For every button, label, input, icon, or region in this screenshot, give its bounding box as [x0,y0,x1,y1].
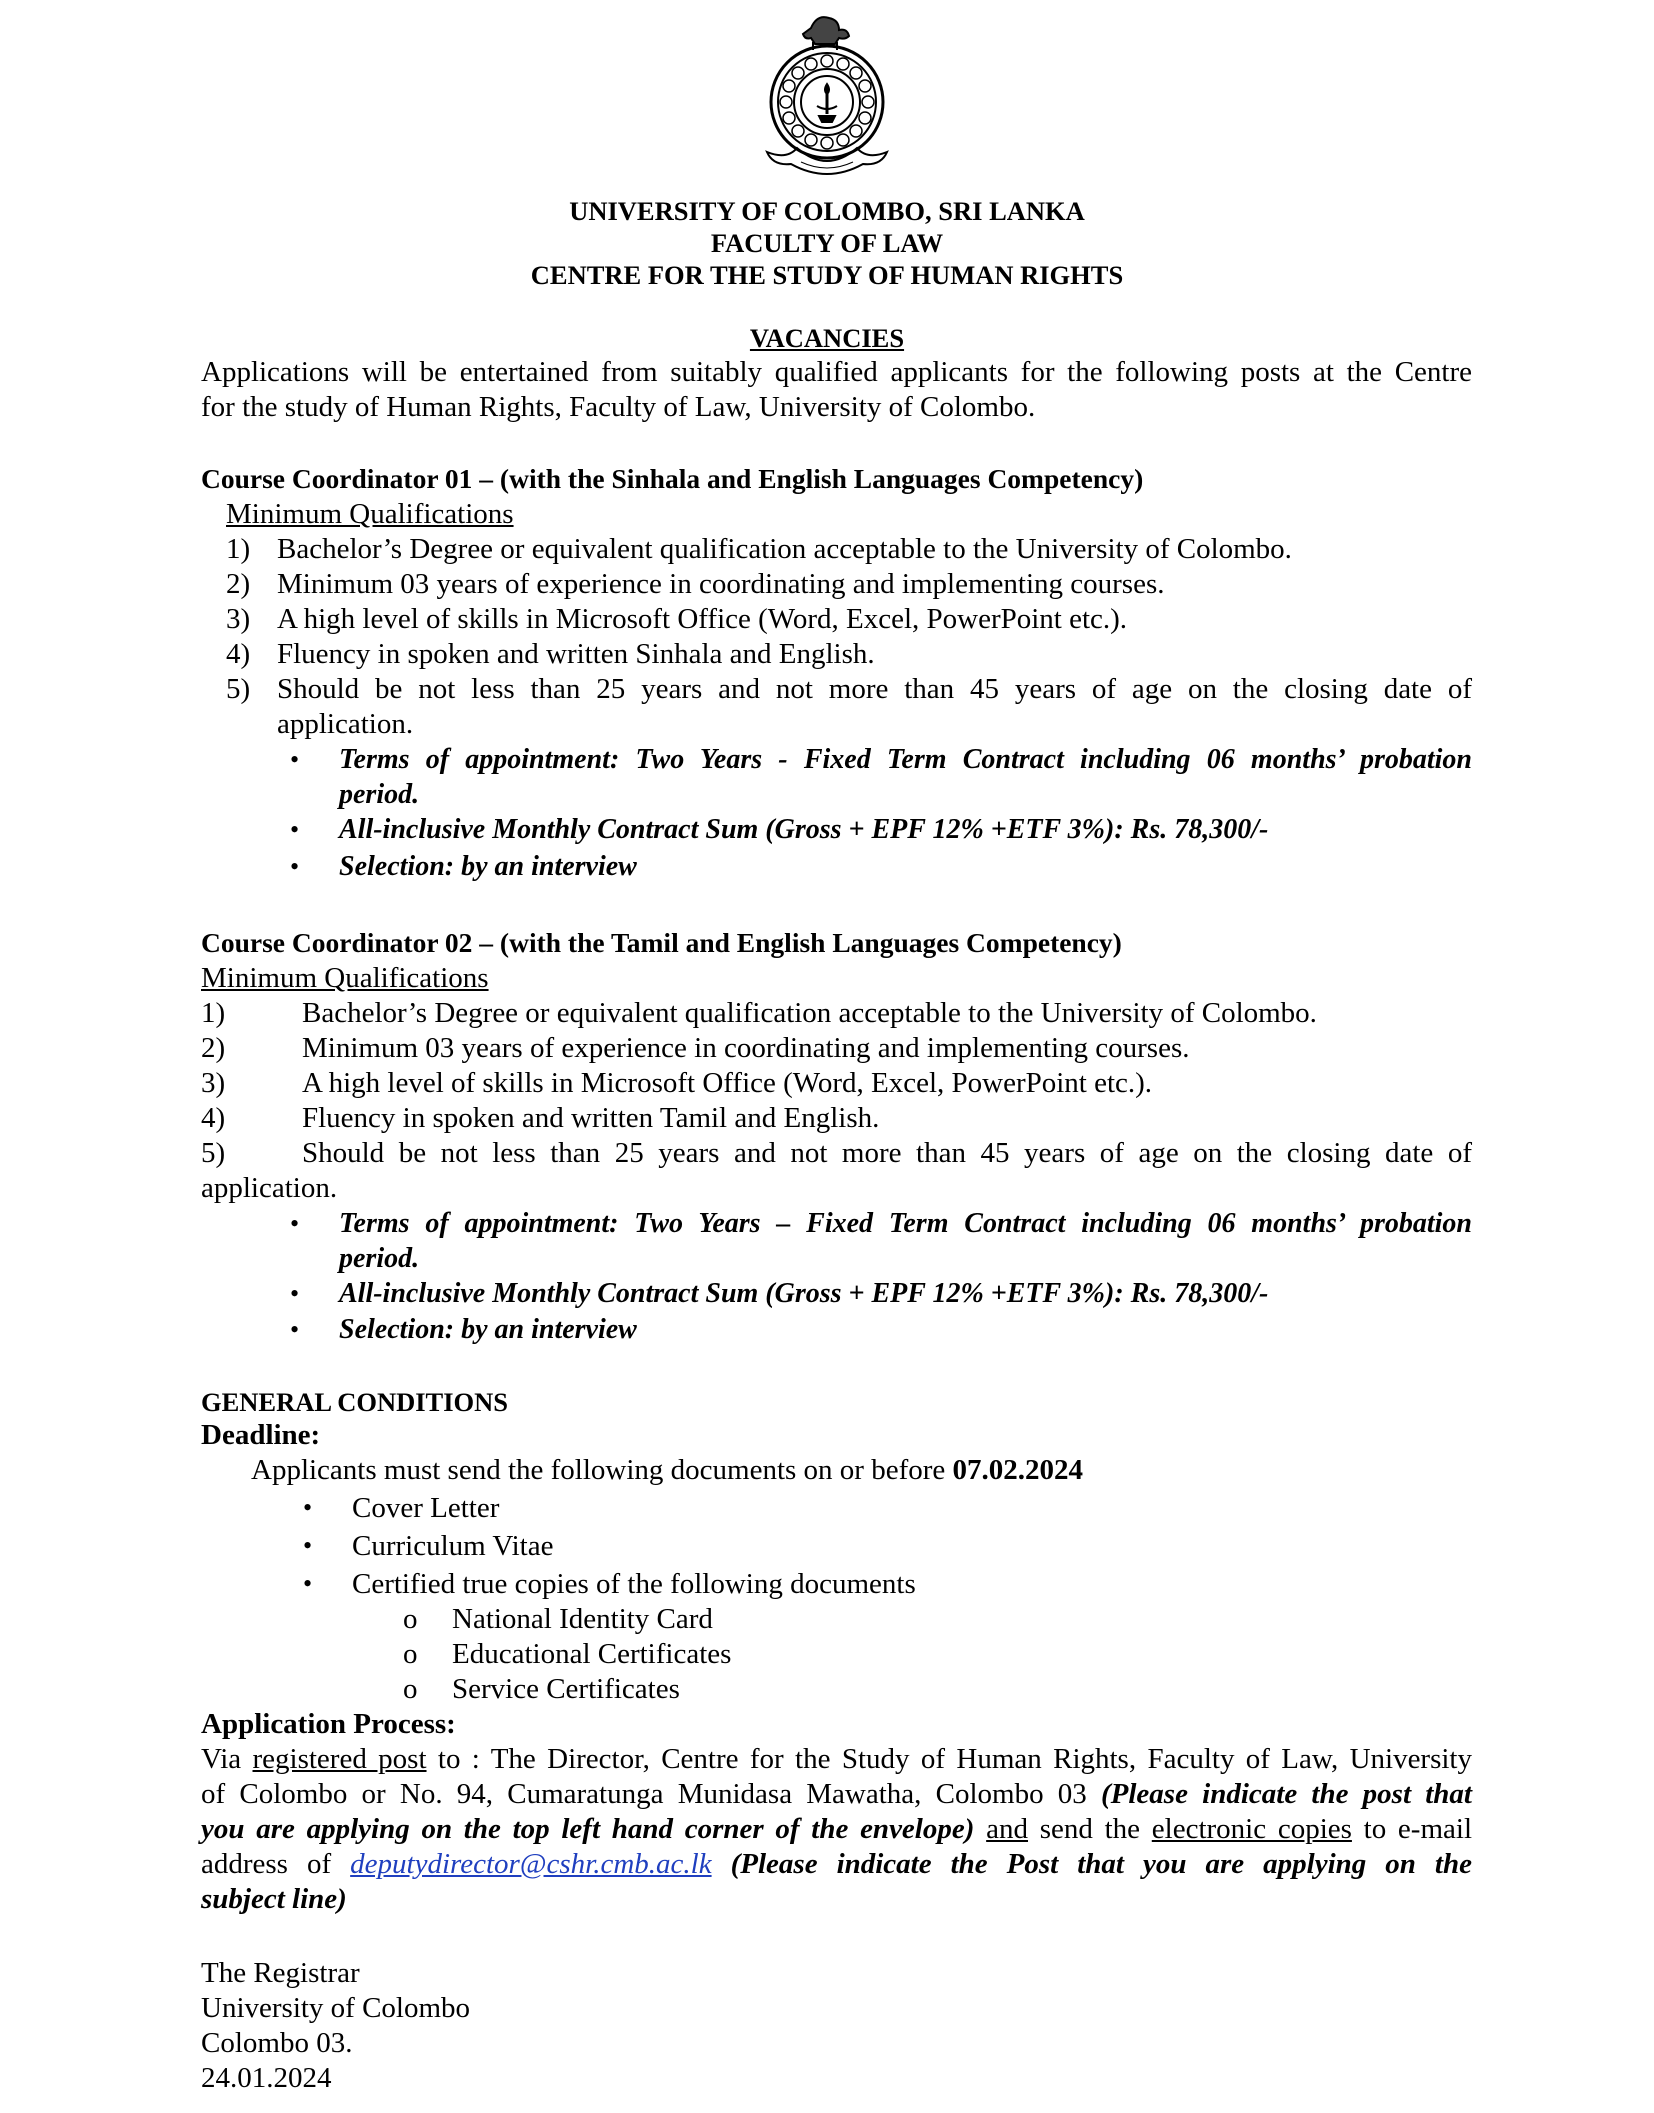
deadline-date: 07.02.2024 [952,1454,1084,1486]
post1-terms-line-2: period. [339,779,420,810]
header-university: UNIVERSITY OF COLOMBO, SRI LANKA [569,196,1085,226]
post1-contract-sum: All-inclusive Monthly Contract Sum (Gross + EPF 12% +ETF 3%): Rs. 78,300/- [339,814,1269,845]
post1-item-num: 4) [226,638,251,670]
post2-terms-line-2: period. [339,1243,420,1274]
post1-terms-line-1: Terms of appointment: Two Years - Fixed Term Contract including 06 months’ probation [339,744,1472,775]
header-faculty: FACULTY OF LAW [710,228,944,258]
post1-item: Fluency in spoken and written Sinhala and English. [277,638,875,670]
bullet-icon: • [303,1493,313,1522]
post1-item-num: 2) [226,568,251,600]
sub-document-item: Service Certificates [452,1673,680,1705]
post2-title: Course Coordinator 02 – (with the Tamil and English Languages Competency) [201,927,1122,958]
document-item: Curriculum Vitae [352,1530,554,1562]
application-process-title: Application Process: [201,1708,456,1740]
bullet-icon: • [290,1209,300,1238]
application-line-4 [201,1847,1472,1881]
post2-selection: Selection: by an interview [339,1314,637,1345]
text-run: of Colombo or No. 94, Cumaratunga Munidasa Mawatha, Colombo 03 [201,1778,1101,1810]
document-item: Cover Letter [352,1492,500,1524]
bullet-icon: • [290,815,300,844]
text-run: address of [201,1848,351,1880]
deadline-label: Deadline: [201,1419,321,1451]
vacancies-title: VACANCIES [749,323,905,353]
post2-item: A high level of skills in Microsoft Office (Word, Excel, PowerPoint etc.). [302,1067,1153,1099]
email-link[interactable]: deputydirector@cshr.cmb.ac.lk [350,1848,712,1880]
post1-item: Minimum 03 years of experience in coordinating and implementing courses. [277,568,1165,600]
bullet-icon: • [290,1315,300,1344]
text-run: to e-mail [1351,1813,1473,1845]
text-run: you are applying on the top left hand corner of the envelope) [201,1813,975,1845]
university-crest-icon [753,2,901,192]
post2-item-num: 4) [201,1102,226,1134]
post2-item: Bachelor’s Degree or equivalent qualification acceptable to the University of Colombo. [302,997,1317,1029]
application-line-1 [201,1742,1472,1776]
text-run: send the [1028,1813,1152,1845]
sub-document-item: Educational Certificates [452,1638,732,1670]
text-run [974,1813,986,1845]
sub-bullet-marker: o [403,1673,418,1705]
intro-line-1: Applications will be entertained from suitably qualified applicants for the following posts at the Centre [201,356,1472,388]
application-line-5: subject line) [201,1883,347,1915]
sub-document-item: National Identity Card [452,1603,713,1635]
deadline-text [251,1453,1083,1487]
electronic-copies-text: electronic copies [1151,1813,1352,1845]
text-run: to : The Director, Centre for the Study of Human Rights, Faculty of Law, University [426,1743,1472,1775]
text-run: (Please indicate the Post that you are applying on the [711,1848,1472,1880]
post1-item-num: 1) [226,533,251,565]
post2-item: Fluency in spoken and written Tamil and English. [302,1102,880,1134]
sub-bullet-marker: o [403,1638,418,1670]
post2-item-num: 5) [201,1137,226,1169]
text-run: (Please indicate the post that [1101,1778,1472,1810]
post2-item-num: 2) [201,1032,226,1064]
post2-terms-line-1: Terms of appointment: Two Years – Fixed Term Contract including 06 months’ probation [339,1208,1472,1239]
post2-item: Minimum 03 years of experience in coordinating and implementing courses. [302,1032,1190,1064]
post1-item: Should be not less than 25 years and not more than 45 years of age on the closing date of [277,673,1472,705]
registered-post-text: registered post [252,1743,427,1775]
post2-item-num: 3) [201,1067,226,1099]
post2-item: Should be not less than 25 years and not more than 45 years of age on the closing date of [302,1137,1472,1169]
post1-title: Course Coordinator 01 – (with the Sinhala and English Languages Competency) [201,463,1144,494]
post2-contract-sum: All-inclusive Monthly Contract Sum (Gross + EPF 12% +ETF 3%): Rs. 78,300/- [339,1278,1269,1309]
application-line-3 [201,1812,1472,1846]
intro-line-2: for the study of Human Rights, Faculty of Law, University of Colombo. [201,391,1036,423]
bullet-icon: • [290,852,300,881]
post1-item-num: 5) [226,673,251,705]
sub-bullet-marker: o [403,1603,418,1635]
general-conditions-title: GENERAL CONDITIONS [201,1387,509,1417]
signature-date: 24.01.2024 [201,2062,332,2094]
signature-university: University of Colombo [201,1992,471,2024]
post2-item-5-continued: application. [201,1172,338,1204]
signature-city: Colombo 03. [201,2027,353,2059]
post1-item-num: 3) [226,603,251,635]
bullet-icon: • [290,1279,300,1308]
application-line-2 [201,1777,1472,1811]
post1-min-qualifications: Minimum Qualifications [226,498,514,530]
signature-title: The Registrar [201,1957,360,1989]
document-item: Certified true copies of the following documents [352,1568,916,1600]
post1-item: A high level of skills in Microsoft Office (Word, Excel, PowerPoint etc.). [277,603,1128,635]
post2-item-num: 1) [201,997,226,1029]
post1-selection: Selection: by an interview [339,851,637,882]
bullet-icon: • [303,1569,313,1598]
post2-min-qualifications: Minimum Qualifications [201,962,489,994]
post1-item: Bachelor’s Degree or equivalent qualification acceptable to the University of Colombo. [277,533,1292,565]
header-centre: CENTRE FOR THE STUDY OF HUMAN RIGHTS [530,260,1124,290]
text-run: Via [201,1743,253,1775]
post1-item-5-continued: application. [277,708,414,740]
deadline-text-body: Applicants must send the following documents on or before [251,1454,953,1486]
bullet-icon: • [290,745,300,774]
text-run: and [986,1813,1029,1845]
bullet-icon: • [303,1531,313,1560]
